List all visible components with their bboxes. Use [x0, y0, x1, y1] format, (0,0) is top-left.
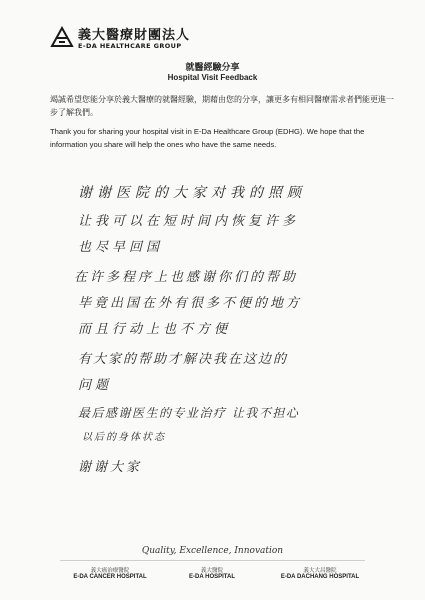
footer-hospital-dachang: [260, 566, 380, 580]
page-title-en: Hospital Visit Feedback: [167, 73, 258, 82]
footer-hospital-main: [152, 566, 272, 580]
hospital-name-cn: 義大大昌醫院: [303, 568, 337, 574]
org-name-en: E-DA HEALTHCARE GROUP: [78, 42, 182, 50]
hospital-name-cn: 義大癌治療醫院: [90, 568, 130, 574]
org-logo: [50, 22, 210, 56]
intro-text-en: Thank you for sharing your hospital visit in E-Da Healthcare Group (EDHG). We hope that the information you share will help the ones who have the same needs.: [50, 127, 365, 149]
handwritten-line: 问题: [78, 378, 113, 393]
hospital-name-en: E-DA DACHANG HOSPITAL: [280, 574, 360, 580]
handwritten-line: 谢谢医院的大家对我的照顾: [78, 185, 306, 201]
handwritten-line: 而且行动上也不方便: [78, 322, 232, 337]
handwritten-line: 也尽早回国: [78, 240, 164, 255]
hospital-name-en: E-DA HOSPITAL: [189, 574, 235, 580]
footer-divider: [60, 560, 365, 561]
intro-text-cn: 竭誠希望您能分享於義大醫療的就醫經驗，期藉由您的分享，讓更多有相同醫療需求者們能更進一步了解我們。: [50, 95, 394, 117]
footer-slogan: Quality, Excellence, Innovation: [141, 546, 284, 556]
logo-mark-icon: [50, 26, 74, 48]
handwritten-line: 谢谢大家: [78, 460, 143, 475]
handwritten-line: 让我可以在短时间内恢复许多: [78, 214, 300, 229]
hospital-name-cn: 義大醫院: [200, 568, 223, 574]
handwritten-line: 有大家的帮助才解决我在这边的: [78, 352, 289, 367]
handwritten-line: 最后感谢医生的专业治疗 让我不担心: [78, 406, 300, 420]
hospital-name-en: E-DA CANCER HOSPITAL: [73, 574, 147, 580]
handwritten-line: 毕竟出国在外有很多不便的地方: [78, 296, 303, 311]
page-title-cn: 就醫經驗分享: [185, 63, 240, 73]
handwritten-line: 以后的身体状态: [82, 432, 166, 443]
org-name-cn: 義大醫療財團法人: [78, 28, 191, 43]
handwritten-line: 在许多程序上也感谢你们的帮助: [74, 270, 299, 285]
